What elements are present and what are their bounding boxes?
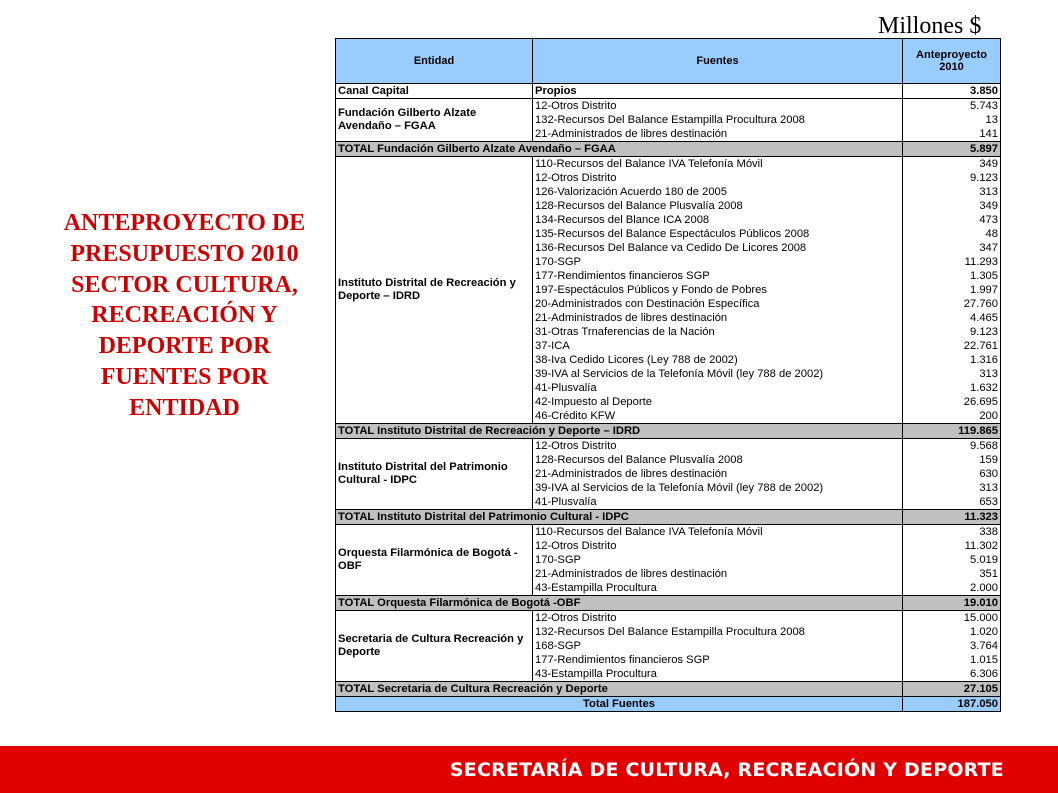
amount-cell: 630	[903, 467, 1001, 481]
source-cell: 132-Recursos Del Balance Estampilla Procultura 2008	[533, 113, 903, 127]
source-cell: 21-Administrados de libres destinación	[533, 311, 903, 325]
source-cell: 136-Recursos Del Balance va Cedido De Licores 2008	[533, 241, 903, 255]
amount-cell: 22.761	[903, 339, 1001, 353]
header-sources: Fuentes	[533, 39, 903, 84]
amount-cell: 1.997	[903, 283, 1001, 297]
amount-cell: 351	[903, 567, 1001, 581]
unit-label: Millones $	[878, 13, 982, 39]
total-amount: 119.865	[903, 424, 1001, 439]
source-cell: 41-Plusvalía	[533, 495, 903, 510]
amount-cell: 313	[903, 481, 1001, 495]
total-label: TOTAL Secretaria de Cultura Recreación y Deporte	[336, 682, 903, 697]
grand-total-amount: 187.050	[903, 697, 1001, 712]
entity-cell: Canal Capital	[336, 84, 533, 99]
source-cell: 12-Otros Distrito	[533, 99, 903, 114]
source-cell: 12-Otros Distrito	[533, 439, 903, 454]
amount-cell: 4.465	[903, 311, 1001, 325]
entity-cell: Instituto Distrital de Recreación y Deporte – IDRD	[336, 157, 533, 424]
amount-cell: 2.000	[903, 581, 1001, 596]
source-cell: 128-Recursos del Balance Plusvalía 2008	[533, 199, 903, 213]
source-cell: 128-Recursos del Balance Plusvalía 2008	[533, 453, 903, 467]
header-entity: Entidad	[336, 39, 533, 84]
source-cell: 42-Impuesto al Deporte	[533, 395, 903, 409]
source-cell: 39-IVA al Servicios de la Telefonía Móvil (ley 788 de 2002)	[533, 481, 903, 495]
table-row	[336, 84, 1001, 99]
source-cell: 41-Plusvalía	[533, 381, 903, 395]
source-cell: 21-Administrados de libres destinación	[533, 567, 903, 581]
source-cell: 168-SGP	[533, 639, 903, 653]
source-cell: 39-IVA al Servicios de la Telefonía Móvil (ley 788 de 2002)	[533, 367, 903, 381]
entity-cell: Secretaria de Cultura Recreación y Deporte	[336, 611, 533, 682]
amount-cell: 347	[903, 241, 1001, 255]
source-cell: 46-Crédito KFW	[533, 409, 903, 424]
total-row	[336, 510, 1001, 525]
total-row	[336, 424, 1001, 439]
source-cell: 21-Administrados de libres destinación	[533, 467, 903, 481]
source-cell: 12-Otros Distrito	[533, 171, 903, 185]
total-amount: 11.323	[903, 510, 1001, 525]
amount-cell: 313	[903, 367, 1001, 381]
amount-cell: 1.015	[903, 653, 1001, 667]
total-amount: 5.897	[903, 142, 1001, 157]
grand-total-label: Total Fuentes	[336, 697, 903, 712]
footer-text: SECRETARÍA DE CULTURA, RECREACIÓN Y DEPORTE	[449, 759, 1004, 781]
source-cell: 134-Recursos del Blance ICA 2008	[533, 213, 903, 227]
table-row	[336, 157, 1001, 172]
source-cell: 170-SGP	[533, 255, 903, 269]
source-cell: 177-Rendimientos financieros SGP	[533, 653, 903, 667]
source-cell: 12-Otros Distrito	[533, 611, 903, 626]
source-cell: 21-Administrados de libres destinación	[533, 127, 903, 142]
amount-cell: 5.743	[903, 99, 1001, 114]
amount-cell: 1.632	[903, 381, 1001, 395]
amount-cell: 9.568	[903, 439, 1001, 454]
total-row	[336, 682, 1001, 697]
source-cell: 43-Estampilla Procultura	[533, 667, 903, 682]
table-header-row	[336, 39, 1001, 84]
amount-cell: 349	[903, 157, 1001, 172]
total-label: TOTAL Orquesta Filarmónica de Bogotá -OBF	[336, 596, 903, 611]
amount-cell: 349	[903, 199, 1001, 213]
total-row	[336, 142, 1001, 157]
entity-cell: Orquesta Filarmónica de Bogotá -OBF	[336, 525, 533, 596]
slide-title: ANTEPROYECTO DE PRESUPUESTO 2010 SECTOR CULTURA, RECREACIÓN Y DEPORTE POR FUENTES POR ENTIDAD	[63, 210, 306, 421]
amount-cell: 11.293	[903, 255, 1001, 269]
footer-bar	[0, 746, 1058, 793]
amount-cell: 13	[903, 113, 1001, 127]
amount-cell: 26.695	[903, 395, 1001, 409]
source-cell: 110-Recursos del Balance IVA Telefonía Móvil	[533, 157, 903, 172]
amount-cell: 3.764	[903, 639, 1001, 653]
table-row	[336, 99, 1001, 114]
header-amount: Anteproyecto 2010	[903, 39, 1001, 84]
total-row	[336, 596, 1001, 611]
amount-cell: 3.850	[903, 84, 1001, 99]
total-label: TOTAL Instituto Distrital del Patrimonio Cultural - IDPC	[336, 510, 903, 525]
total-label: TOTAL Fundación Gilberto Alzate Avendaño – FGAA	[336, 142, 903, 157]
amount-cell: 27.760	[903, 297, 1001, 311]
amount-cell: 200	[903, 409, 1001, 424]
amount-cell: 159	[903, 453, 1001, 467]
grand-total-row	[336, 697, 1001, 712]
amount-cell: 473	[903, 213, 1001, 227]
total-amount: 27.105	[903, 682, 1001, 697]
amount-cell: 15.000	[903, 611, 1001, 626]
amount-cell: 1.305	[903, 269, 1001, 283]
source-cell: 37-ICA	[533, 339, 903, 353]
total-label: TOTAL Instituto Distrital de Recreación y Deporte – IDRD	[336, 424, 903, 439]
source-cell: 38-Iva Cedido Licores (Ley 788 de 2002)	[533, 353, 903, 367]
amount-cell: 5.019	[903, 553, 1001, 567]
table-body	[336, 84, 1001, 712]
budget-table	[335, 38, 1001, 712]
source-cell: 126-Valorización Acuerdo 180 de 2005	[533, 185, 903, 199]
table-row	[336, 611, 1001, 626]
total-amount: 19.010	[903, 596, 1001, 611]
source-cell: 132-Recursos Del Balance Estampilla Procultura 2008	[533, 625, 903, 639]
amount-cell: 9.123	[903, 171, 1001, 185]
source-cell: 110-Recursos del Balance IVA Telefonía Móvil	[533, 525, 903, 540]
source-cell: 31-Otras Trnaferencias de la Nación	[533, 325, 903, 339]
amount-cell: 141	[903, 127, 1001, 142]
source-cell: 170-SGP	[533, 553, 903, 567]
amount-cell: 653	[903, 495, 1001, 510]
table-row	[336, 525, 1001, 540]
amount-cell: 313	[903, 185, 1001, 199]
amount-cell: 6.306	[903, 667, 1001, 682]
amount-cell: 9.123	[903, 325, 1001, 339]
entity-cell: Fundación Gilberto Alzate Avendaño – FGAA	[336, 99, 533, 142]
amount-cell: 1.316	[903, 353, 1001, 367]
amount-cell: 1.020	[903, 625, 1001, 639]
amount-cell: 338	[903, 525, 1001, 540]
entity-cell: Instituto Distrital del Patrimonio Cultural - IDPC	[336, 439, 533, 510]
amount-cell: 11.302	[903, 539, 1001, 553]
source-cell: 20-Administrados con Destinación Específica	[533, 297, 903, 311]
source-cell: 43-Estampilla Procultura	[533, 581, 903, 596]
table-row	[336, 439, 1001, 454]
source-cell: 197-Espectáculos Públicos y Fondo de Pobres	[533, 283, 903, 297]
source-cell: Propios	[533, 84, 903, 99]
source-cell: 12-Otros Distrito	[533, 539, 903, 553]
source-cell: 177-Rendimientos financieros SGP	[533, 269, 903, 283]
amount-cell: 48	[903, 227, 1001, 241]
source-cell: 135-Recursos del Balance Espectáculos Públicos 2008	[533, 227, 903, 241]
